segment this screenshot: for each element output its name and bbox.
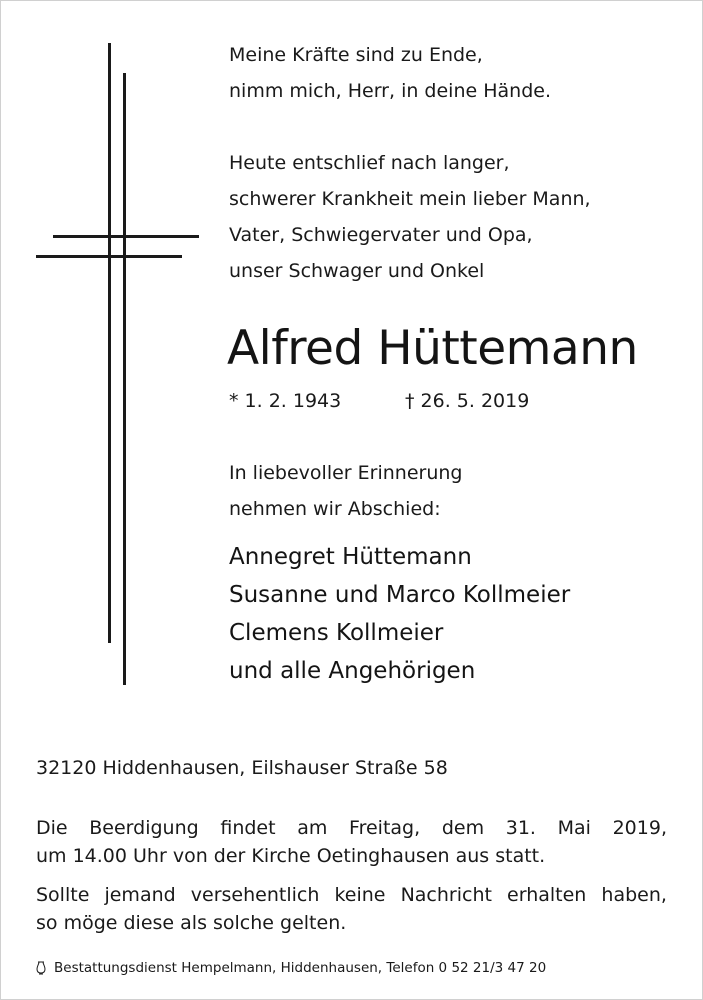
memory-text xyxy=(229,455,462,527)
notice-info xyxy=(36,881,667,937)
footer-text: Bestattungsdienst Hempelmann, Hiddenhausen, Telefon 0 52 21/3 47 20 xyxy=(54,960,547,976)
word: erhalten xyxy=(507,884,587,906)
mourners-list xyxy=(229,538,570,690)
mourner: und alle Angehörigen xyxy=(229,658,476,684)
cross-horizontal-bar-lower xyxy=(36,255,182,258)
word: 2019, xyxy=(612,817,667,839)
word: Nachricht xyxy=(400,884,492,906)
word: Sollte xyxy=(36,884,90,906)
memory-line: In liebevoller Erinnerung xyxy=(229,462,463,484)
intro-text xyxy=(229,145,591,289)
mourner: Clemens Kollmeier xyxy=(229,620,444,646)
intro-line: Heute entschlief nach langer, xyxy=(229,152,510,174)
word: Beerdigung xyxy=(89,817,199,839)
cross-horizontal-bar xyxy=(53,235,199,238)
verse-line: Meine Kräfte sind zu Ende, xyxy=(229,44,483,66)
word: dem xyxy=(441,817,485,839)
word: Freitag, xyxy=(349,817,421,839)
notice-line: so möge diese als solche gelten. xyxy=(36,912,347,934)
intro-line: Vater, Schwiegervater und Opa, xyxy=(229,224,533,246)
word: 31. xyxy=(505,817,536,839)
word: jemand xyxy=(104,884,176,906)
funeral-info xyxy=(36,814,667,870)
word: Mai xyxy=(557,817,591,839)
intro-line: schwerer Krankheit mein lieber Mann, xyxy=(229,188,591,210)
funeral-line xyxy=(36,814,667,842)
urn-icon xyxy=(36,961,46,975)
verse-line: nimm mich, Herr, in deine Hände. xyxy=(229,80,551,102)
undertaker-footer xyxy=(36,957,546,979)
cross-vertical-bar xyxy=(108,43,111,643)
word: haben, xyxy=(601,884,667,906)
mourner: Susanne und Marco Kollmeier xyxy=(229,582,571,608)
word: findet xyxy=(220,817,276,839)
word: Die xyxy=(36,817,68,839)
deceased-name: Alfred Hüttemann xyxy=(227,321,638,376)
word: keine xyxy=(334,884,386,906)
notice-line xyxy=(36,881,667,909)
memory-line: nehmen wir Abschied: xyxy=(229,498,441,520)
word: am xyxy=(297,817,328,839)
verse xyxy=(229,37,551,109)
mourner: Annegret Hüttemann xyxy=(229,544,472,570)
death-date: † 26. 5. 2019 xyxy=(405,390,530,412)
intro-line: unser Schwager und Onkel xyxy=(229,260,485,282)
word: versehentlich xyxy=(190,884,320,906)
funeral-line: um 14.00 Uhr von der Kirche Oetinghausen aus statt. xyxy=(36,845,546,867)
address: 32120 Hiddenhausen, Eilshauser Straße 58 xyxy=(36,757,448,779)
cross-vertical-bar-right xyxy=(123,73,126,685)
birth-date: * 1. 2. 1943 xyxy=(229,390,342,412)
